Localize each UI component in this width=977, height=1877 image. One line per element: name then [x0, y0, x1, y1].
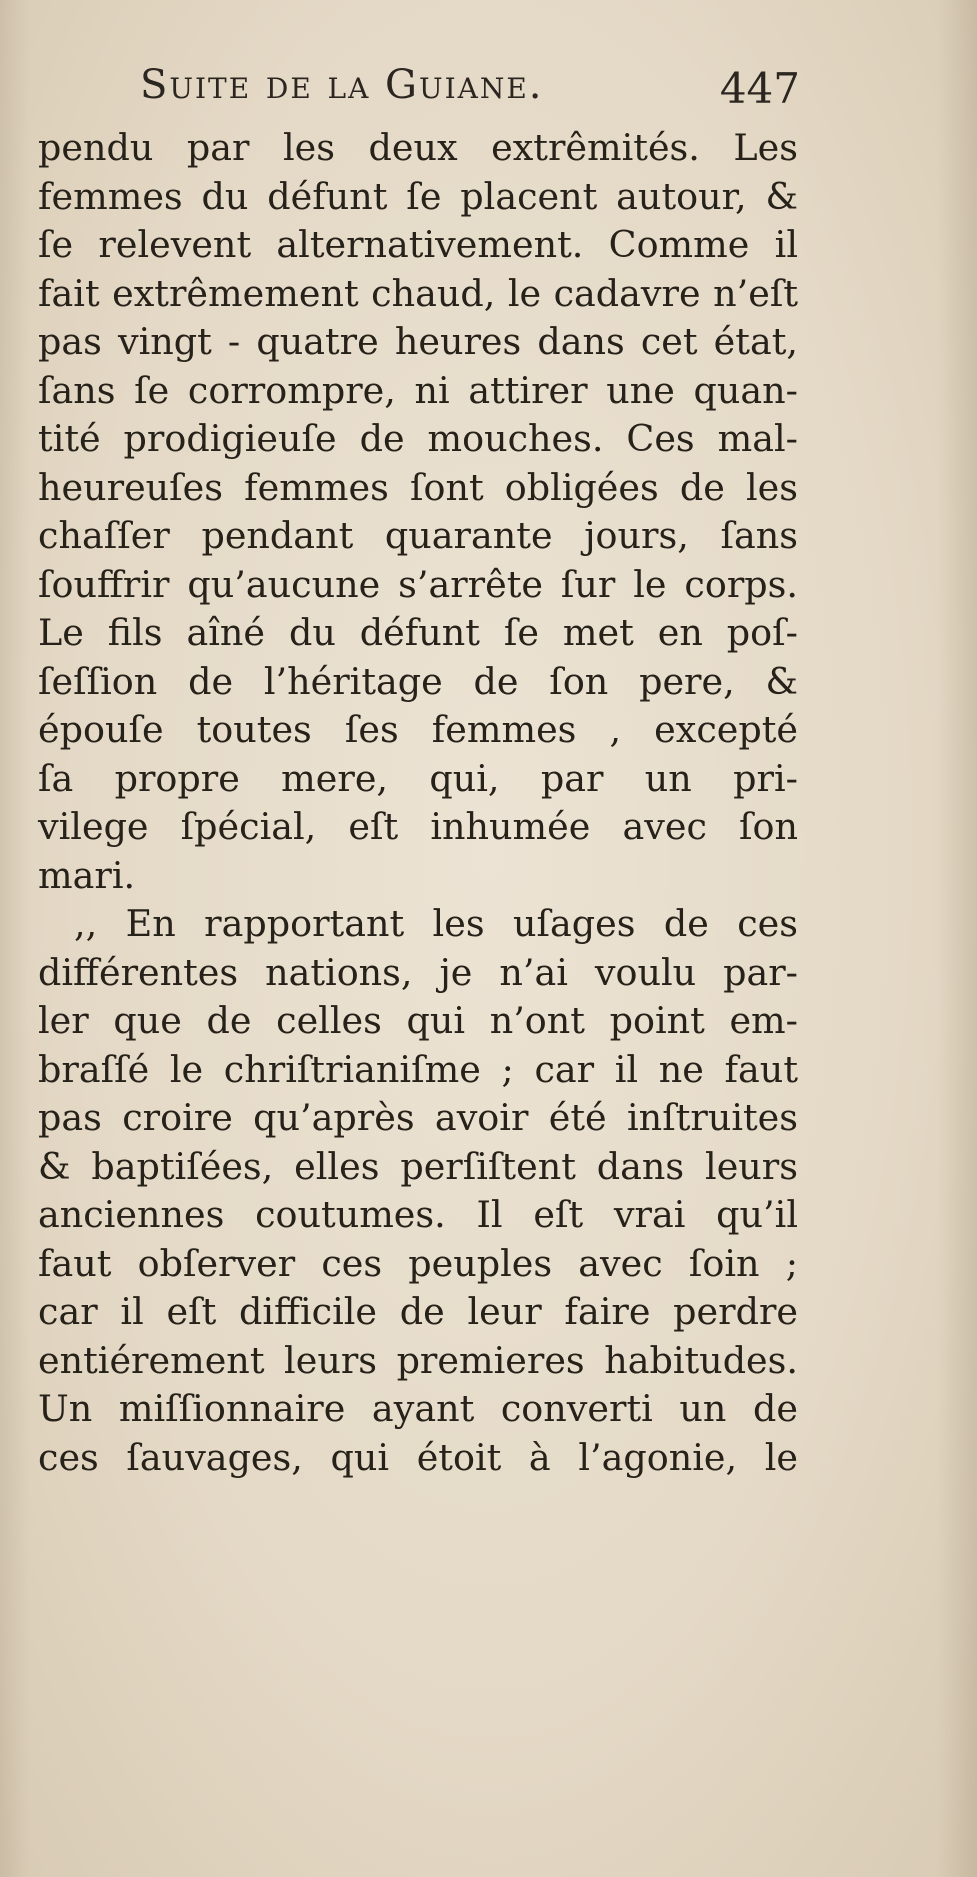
page-number: 447	[719, 64, 800, 113]
text-line: & baptiſées, elles perſiſtent dans leurs	[38, 1144, 798, 1188]
body-text	[38, 124, 798, 1482]
text-line: ſans ſe corrompre, ni attirer une quan-	[38, 368, 798, 412]
text-line: anciennes coutumes. Il eſt vrai qu’il	[38, 1193, 798, 1236]
text-line: épouſe toutes ſes femmes , excepté	[38, 708, 798, 751]
text-line: ſeſſion de l’héritage de ſon pere, &	[38, 659, 798, 703]
text-line: vilege ſpécial, eſt inhumée avec ſon	[38, 805, 798, 848]
text-line: Le fils aîné du défunt ſe met en poſ-	[38, 611, 798, 654]
text-line: pas vingt - quatre heures dans cet état,	[38, 320, 798, 363]
text-line: braſſé le chriſtrianiſme ; car il ne faut	[38, 1047, 798, 1091]
page-left-shadow	[0, 0, 30, 1877]
text-line: ſouffrir qu’aucune s’arrête ſur le corps.	[38, 562, 798, 606]
text-line: Un miſſionnaire ayant converti un de	[38, 1387, 798, 1430]
running-head-title: Suite de la Guiane.	[140, 62, 544, 108]
text-line: ,, En rapportant les uſages de ces	[74, 902, 798, 945]
text-line: tité prodigieuſe de mouches. Ces mal-	[38, 417, 798, 460]
text-line: ces ſauvages, qui étoit à l’agonie, le	[38, 1435, 798, 1479]
text-line: entiérement leurs premieres habitudes.	[38, 1338, 798, 1382]
text-line: ſe relevent alternativement. Comme il	[38, 223, 798, 266]
text-line: ler que de celles qui n’ont point em-	[38, 999, 798, 1042]
text-line: mari.	[38, 853, 136, 897]
text-line: femmes du défunt ſe placent autour, &	[38, 174, 798, 218]
text-line: chaſſer pendant quarante jours, ſans	[38, 514, 798, 557]
text-line: pendu par les deux extrêmités. Les	[38, 126, 798, 169]
text-line: différentes nations, je n’ai voulu par-	[38, 950, 798, 994]
text-line: car il eſt difficile de leur faire perdre	[38, 1290, 798, 1333]
text-line: faut obſerver ces peuples avec ſoin ;	[38, 1241, 798, 1285]
text-line: fait extrêmement chaud, le cadavre n’eſt	[38, 271, 798, 315]
text-line: pas croire qu’après avoir été inſtruites	[38, 1096, 798, 1139]
running-head	[140, 58, 800, 118]
page-right-shadow	[937, 0, 977, 1877]
text-line: heureuſes femmes ſont obligées de les	[38, 465, 798, 509]
text-line: ſa propre mere, qui, par un pri-	[38, 756, 798, 800]
